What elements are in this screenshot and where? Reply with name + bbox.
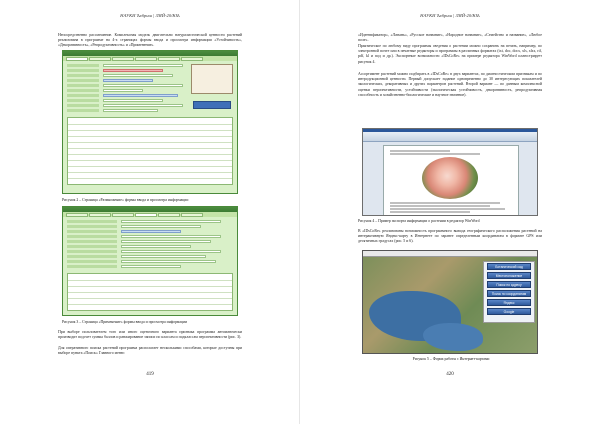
form-tab: [158, 57, 180, 61]
form-tab: [112, 57, 134, 61]
form-tab: [89, 213, 111, 217]
map-button-google[interactable]: Google: [487, 308, 531, 315]
right-page: [300, 0, 600, 424]
word-ribbon: [363, 132, 537, 142]
map-button-botanical-garden[interactable]: Ботанический сад: [487, 263, 531, 270]
form-tab: [89, 57, 111, 61]
plant-photo-thumbnail: [191, 64, 233, 94]
page-number-left: 419: [146, 372, 154, 377]
form-tab: [181, 57, 203, 61]
form-grid: [67, 117, 233, 185]
top-paragraph-3: Ассортимент растений можно подбирать в «IDsCoRe» в двух вариантах, по диагностическим признакам и по интродукционной ценности. Первый допускает задание одновременно до 30 интересующих показателей экологических, декоративных и других параметров растений. Второй вариант — по данным комплексной оценки перспективности, устойчивости (экологическая устойчивость, декоративность, репродуктивная способность и хозяйственно-биологические и научное значение).: [358, 72, 542, 97]
figure-3-form-screenshot: [62, 206, 238, 316]
form-tab: [66, 57, 88, 61]
form-tabs: [63, 56, 237, 61]
figure-4-caption: Рисунок 4 – Пример экспорта информации о растении в редактор WinWord: [358, 219, 480, 223]
form-action-button: [193, 101, 231, 109]
running-head-right: НАУКИ Ъхбриш | ЛЯЙ-20/ЮЬ: [420, 13, 480, 18]
form-tab: [135, 213, 157, 217]
map-toolbar: [363, 251, 537, 257]
figure-5-caption: Рисунок 5 – Форма работы с Интернет-картами: [412, 357, 490, 361]
figure-2-form-screenshot: [62, 50, 238, 194]
form-tab: [158, 213, 180, 217]
bottom-paragraph-2: Для оперативного поиска растений программа располагает несколькими способами, которые доступны при выборе пункта «Поиск» Главного меню:: [58, 346, 242, 356]
bottom-paragraph-1: При выборе пользователем того или иного оценочного варианта признака программа автоматически производит подсчет суммы баллов и ранжирование записи по классам и подклассам перспективности (рис. 3).: [58, 330, 242, 340]
word-document-page: [383, 145, 519, 216]
top-paragraph-1: «Идентификатор», «Латынь», «Русское название», «Народное название», «Семейство и название», «Любое поле».: [358, 33, 542, 43]
form-grid: [67, 273, 233, 311]
figure-2-caption: Рисунок 2 – Страница «Размножение» формы ввода и просмотра информации: [62, 198, 189, 202]
map-button-yandex[interactable]: Яндекс: [487, 299, 531, 306]
figure-5-map-screenshot: [362, 250, 538, 354]
map-button-search-address[interactable]: Поиск по адресу: [487, 281, 531, 288]
top-paragraph-2: Практическое по любому виду программы сведения о растении можно сохранить на печать, например, по электронной почте или в печатные редакторы и программы в различных форматах (txt, doc, docx, xls, xlsx, rtf, pdf, kl и под и др.). Экспортные возможности «IDsCoRe» на примере редактора WinWord иллюстрирует рисунок 4.: [358, 44, 542, 64]
form-tab: [135, 57, 157, 61]
figure-3-caption: Рисунок 3 – Страница «Применение» формы ввода и просмотра информации: [62, 320, 188, 324]
form-tab: [66, 213, 88, 217]
rose-photo: [422, 157, 478, 199]
map-button-location[interactable]: Местоположение: [487, 272, 531, 279]
form-tab: [112, 213, 134, 217]
map-water-body: [423, 323, 483, 351]
running-head-left: НАУКИ Ъхбриш | ЛЯЙ-20/ЮЬ: [120, 13, 180, 18]
middle-paragraph: В «IDsCoRe» реализованы возможность программного вывода географического расположения растений на интерактивную Яндекс-карту в Интернете по заранее определенным координатам в формате GPS или десятичных градусах (рис. 5 и 6).: [358, 229, 542, 244]
form-tabs: [63, 212, 237, 217]
intro-paragraph: Непосредственно рассмешение. Комплексная модель двигательно натуралистической ценности растений реализована в программе на 4-х страницах формы ввода и просмотра информации «Устойчивость», «Декоративность», «Репродуктивность» и «Применение».: [58, 33, 242, 48]
form-tab: [181, 213, 203, 217]
figure-4-word-screenshot: [362, 128, 538, 216]
page-number-right: 420: [446, 372, 454, 377]
map-button-search-coordinates[interactable]: Поиск по координатам: [487, 290, 531, 297]
